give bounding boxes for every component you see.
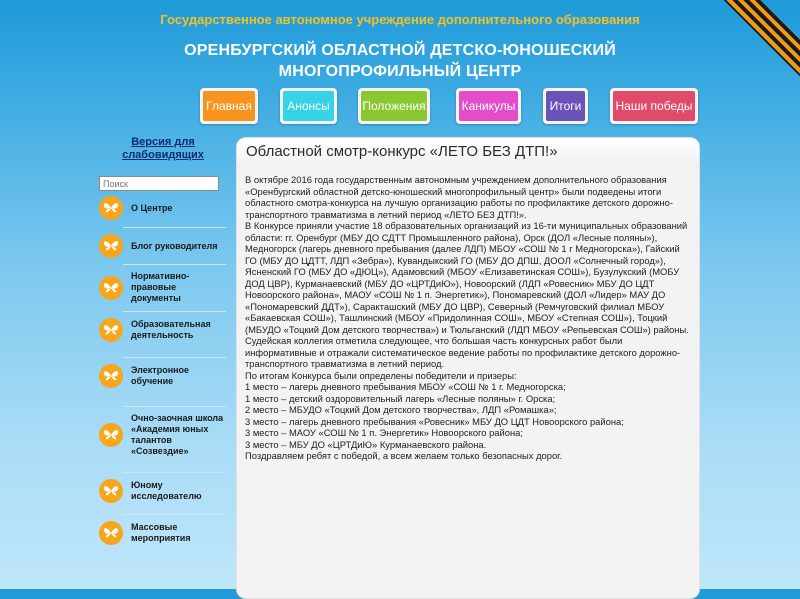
site-title: [0, 40, 800, 82]
article-paragraph: В октябре 2016 года государственным автономным учреждением дополнительного образования «Оренбургский областной детско-юношеский многопрофильный центр» были подведены итоги областного смотра-конкурса на лучшую организацию работы по профилактике детского дорожно-транспортного травматизма в летний период «ЛЕТО БЕЗ ДТП!».: [245, 174, 673, 220]
butterfly-icon: [99, 276, 123, 300]
nav-home[interactable]: Главная: [200, 88, 258, 124]
article-paragraph: 3 место – МБУ ДО «ЦРТДиЮ» Курманаевского района.: [245, 438, 487, 450]
sidebar-divider: [123, 472, 226, 473]
article-paragraph: По итогам Конкурса были определены победители и призеры:: [245, 369, 517, 381]
sidebar-divider: [123, 357, 226, 358]
sidebar-item-label: Нормативно-правовые документы: [131, 271, 190, 303]
butterfly-icon: [99, 521, 123, 545]
article-paragraph: Поздравляем ребят с победой, а всем желаем только безопасных дорог.: [245, 450, 563, 461]
article-paragraph: 1 место – лагерь дневного пребывания МБОУ «СОШ № 1 г. Медногорска;: [245, 381, 566, 392]
sidebar-item-blog[interactable]: [99, 234, 227, 258]
site-title-line1: ОРЕНБУРГСКИЙ ОБЛАСТНОЙ ДЕТСКО-ЮНОШЕСКИЙ: [184, 42, 616, 59]
sidebar-divider: [123, 514, 226, 515]
org-line: Государственное автономное учреждение дополнительного образования: [160, 12, 640, 27]
search-input[interactable]: [99, 176, 219, 191]
nav-our-victories[interactable]: Наши победы: [610, 88, 698, 124]
sidebar-item-label: Массовые мероприятия: [131, 522, 191, 543]
page-title: Областной смотр-конкурс «ЛЕТО БЕЗ ДТП!»: [246, 143, 558, 160]
article-paragraph: 3 место – МАОУ «СОШ № 1 п. Энергетик» Новоорского района;: [245, 427, 523, 438]
low-vision-version-link[interactable]: Версия для слабовидящих: [122, 136, 204, 161]
sidebar-item-e-learning[interactable]: [99, 364, 227, 388]
sidebar-item-legal-docs[interactable]: [99, 271, 227, 304]
butterfly-icon: [99, 423, 123, 447]
article-paragraph: 1 место – детский оздоровительный лагерь «Лесные поляны» г. Орска;: [245, 392, 556, 404]
st-george-ribbon-icon: [710, 0, 800, 90]
article-body: [245, 174, 693, 462]
sidebar: [99, 136, 227, 543]
butterfly-icon: [99, 479, 123, 503]
site-title-line2: МНОГОПРОФИЛЬНЫЙ ЦЕНТР: [278, 63, 522, 80]
sidebar-divider: [123, 264, 226, 265]
sidebar-divider: [123, 311, 226, 312]
butterfly-icon: [99, 234, 123, 258]
sidebar-item-about[interactable]: [99, 196, 227, 220]
sidebar-item-label: Юному исследователю: [131, 480, 202, 501]
nav-holidays[interactable]: Каникулы: [456, 88, 521, 124]
content-panel: [236, 137, 700, 599]
sidebar-item-label: Очно-заочная школа «Академия юных талантов «Созвездие»: [131, 413, 224, 456]
sidebar-item-label: Электронное обучение: [131, 365, 190, 386]
sidebar-item-education[interactable]: [99, 318, 227, 342]
sidebar-item-label: Блог руководителя: [131, 240, 218, 251]
butterfly-icon: [99, 364, 123, 388]
sidebar-item-label: О Центре: [131, 202, 173, 213]
article-paragraph: Судейская коллегия отметила следующее, что большая часть конкурсных работ были информативные и отражали систематическое ведение работы по профилактике детского дорожно-транспортного травматизма в летний период.: [245, 335, 681, 369]
nav-announcements[interactable]: Анонсы: [280, 88, 337, 124]
article-paragraph: 3 место – лагерь дневного пребывания «Ровесник» МБУ ДО ЦДТ Новоорского района;: [245, 415, 624, 427]
content-header: [237, 138, 699, 168]
article-paragraph: 2 место – МБУДО «Тоцкий Дом детского творчества», ЛДП «Ромашка»;: [245, 404, 557, 415]
nav-results[interactable]: Итоги: [543, 88, 588, 124]
sidebar-divider: [123, 227, 226, 228]
sidebar-item-constellation-school[interactable]: [99, 413, 227, 457]
butterfly-icon: [99, 196, 123, 220]
sidebar-item-young-researcher[interactable]: [99, 479, 227, 503]
article-paragraph: В Конкурсе приняли участие 18 образовательных организаций из 16-ти муниципальных образований области: гг. Оренбург (МБУ ДО СДТТ Промышленного района), Орск (ДОЛ «Лесные поляны»), Медногорск (лагерь дневного пребывания (далее ЛДП) МБОУ «СОШ № 1 г Медногорска»), Гайский ГО (МБУ ДО ЦДТТ, ЛДП «Зебра»), Кувандыкский ГО (МБУ ДО ДПШ, ДООЛ «Солнечный город»), Ясненский ГО (МБУ ДО «ДЮЦ»), Адамовский (МБОУ «Елизаветинская СОШ»), Бузулукский (МОБУ ДОД ЦВР), Курманаевский (МБУ ДО «ЦРТДиЮ»), Новоорский (ЛДП «Ровесник» МБУ ДО ЦДТ Новоорского района», МАОУ «СОШ № 1 п. Энергетик»), Пономаревский (ДОЛ «Лидер» МАУ ДО «Пономаревский ДДТ»), Саракташский (МБУ ДО ЦВР), Северный (Ремчуговский филиал МБОУ «Бакаевская СОШ»), Ташлинский (МБОУ «Придолинная СОШ», МБОУ «Степная СОШ»), Тоцкий (МБУДО «Тоцкий Дом детского творчества») и Тюльганский (ЛДП МБОУ «Репьевская СОШ») районы.: [245, 220, 689, 335]
sidebar-item-label: Образовательная деятельность: [131, 319, 211, 340]
sidebar-divider: [123, 406, 226, 407]
sidebar-item-mass-events[interactable]: [99, 521, 227, 545]
nav-regulations[interactable]: Положения: [358, 88, 430, 124]
butterfly-icon: [99, 318, 123, 342]
